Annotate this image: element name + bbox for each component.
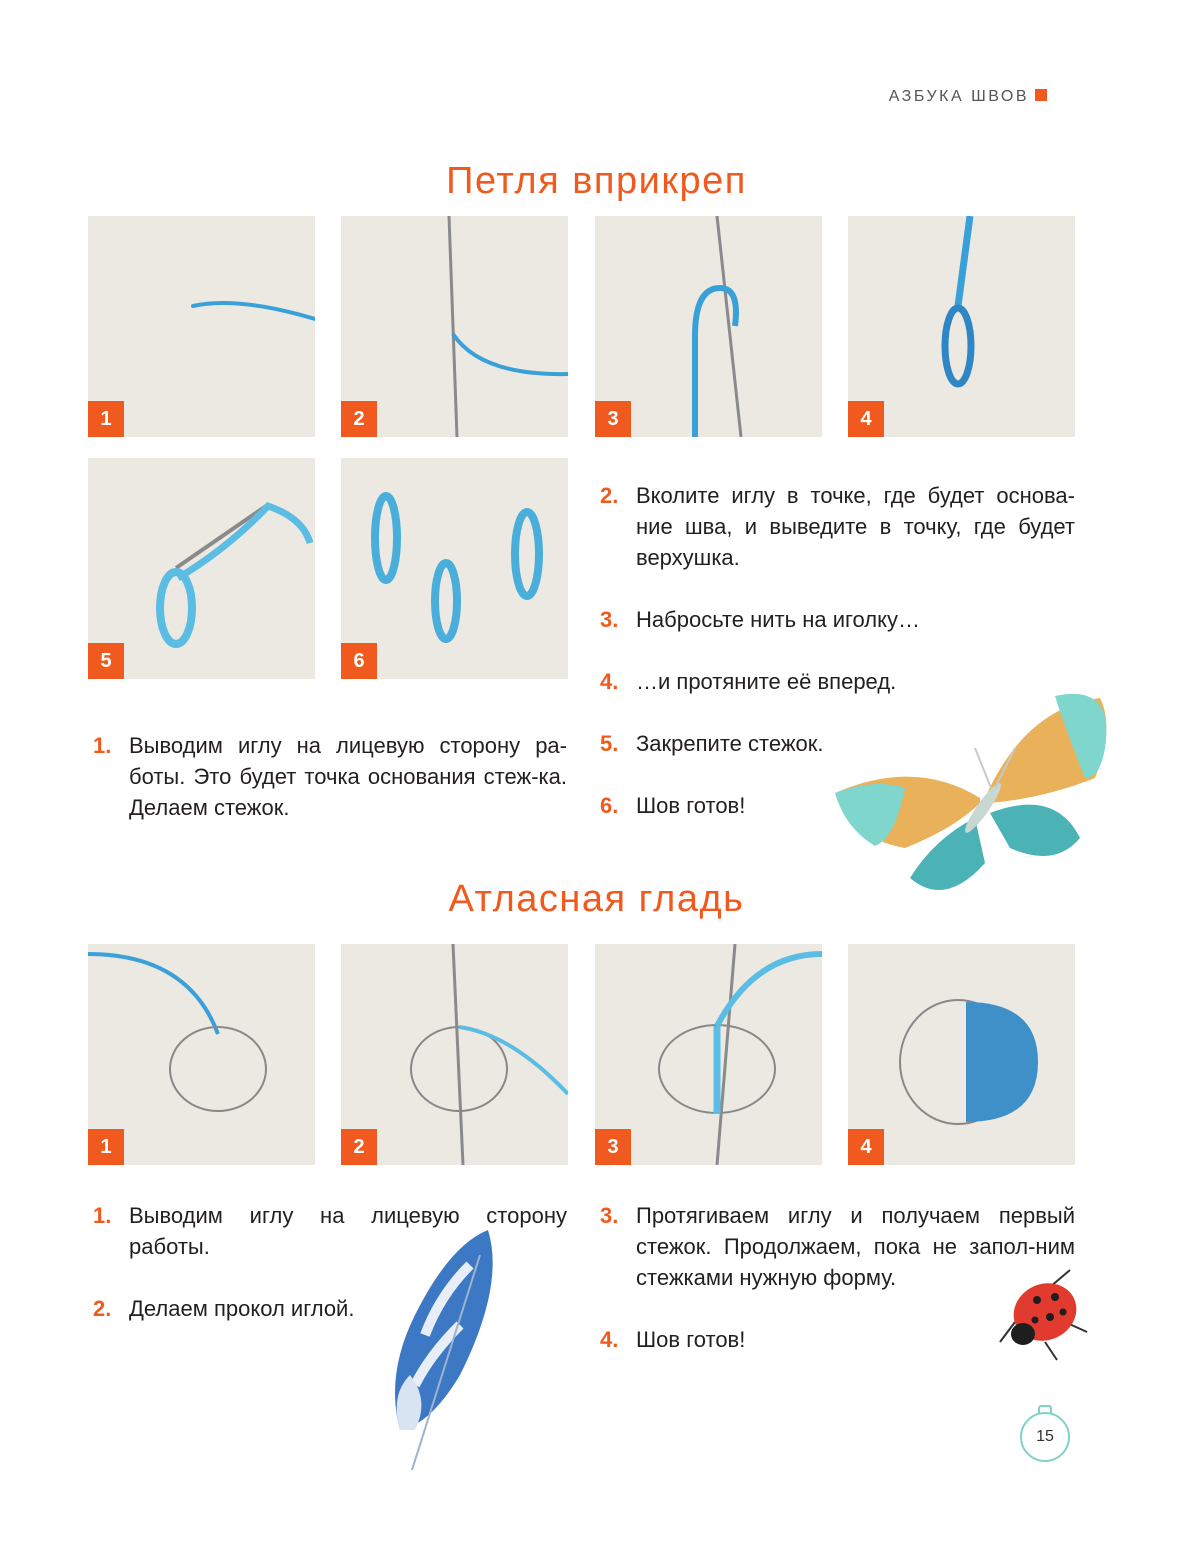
- step-photo-6: [341, 458, 568, 679]
- steps-list-left-1: [93, 730, 567, 854]
- step-photo-4: [848, 216, 1075, 437]
- step-item: 4. …и протяните её вперед.: [600, 669, 897, 694]
- step-photo-s2-1: [88, 944, 315, 1165]
- photo-number: 4: [848, 401, 884, 437]
- step-item: 6. Шов готов!: [600, 793, 746, 818]
- ladybug-illustration: [995, 1262, 1095, 1372]
- step-item: 3. Набросьте нить на иголку…: [600, 607, 920, 632]
- page-number: 15: [1020, 1412, 1070, 1462]
- step-item: 3. Протягиваем иглу и получаем первый стежок. Продолжаем, пока не запол-ним стежками нужную форму.: [600, 1203, 1075, 1290]
- step-photo-5: [88, 458, 315, 679]
- step-item: 5. Закрепите стежок.: [600, 731, 824, 756]
- photo-number: 2: [341, 401, 377, 437]
- photo-number: 1: [88, 1129, 124, 1165]
- step-item: 2. Вколите иглу в точке, где будет основа-ние шва, и выведите в точку, где будет верхушка.: [600, 483, 1075, 570]
- photo-number: 3: [595, 401, 631, 437]
- section-title-loop-stitch: Петля вприкреп: [446, 160, 747, 202]
- running-header: [889, 88, 1047, 106]
- step-photo-1: [88, 216, 315, 437]
- step-photo-s2-3: [595, 944, 822, 1165]
- photo-number: 4: [848, 1129, 884, 1165]
- photo-number: 3: [595, 1129, 631, 1165]
- step-photo-s2-4: [848, 944, 1075, 1165]
- step-item: 4. Шов готов!: [600, 1327, 746, 1352]
- feather-illustration: [370, 1225, 510, 1490]
- header-square-icon: [1035, 89, 1047, 101]
- photo-number: 5: [88, 643, 124, 679]
- photo-number: 2: [341, 1129, 377, 1165]
- step-photo-2: [341, 216, 568, 437]
- step-item: 2. Делаем прокол иглой.: [93, 1296, 355, 1321]
- step-photo-s2-2: [341, 944, 568, 1165]
- step-item: 1. Выводим иглу на лицевую сторону ра-боты. Это будет точка основания стеж-ка. Делаем стежок.: [93, 733, 567, 820]
- header-text: АЗБУКА ШВОВ: [888, 88, 1029, 105]
- photo-number: 1: [88, 401, 124, 437]
- step-item: 1. Выводим иглу на лицевую сторону работы.: [93, 1203, 567, 1259]
- section-title-satin-stitch: Атласная гладь: [448, 878, 745, 920]
- step-photo-3: [595, 216, 822, 437]
- photo-number: 6: [341, 643, 377, 679]
